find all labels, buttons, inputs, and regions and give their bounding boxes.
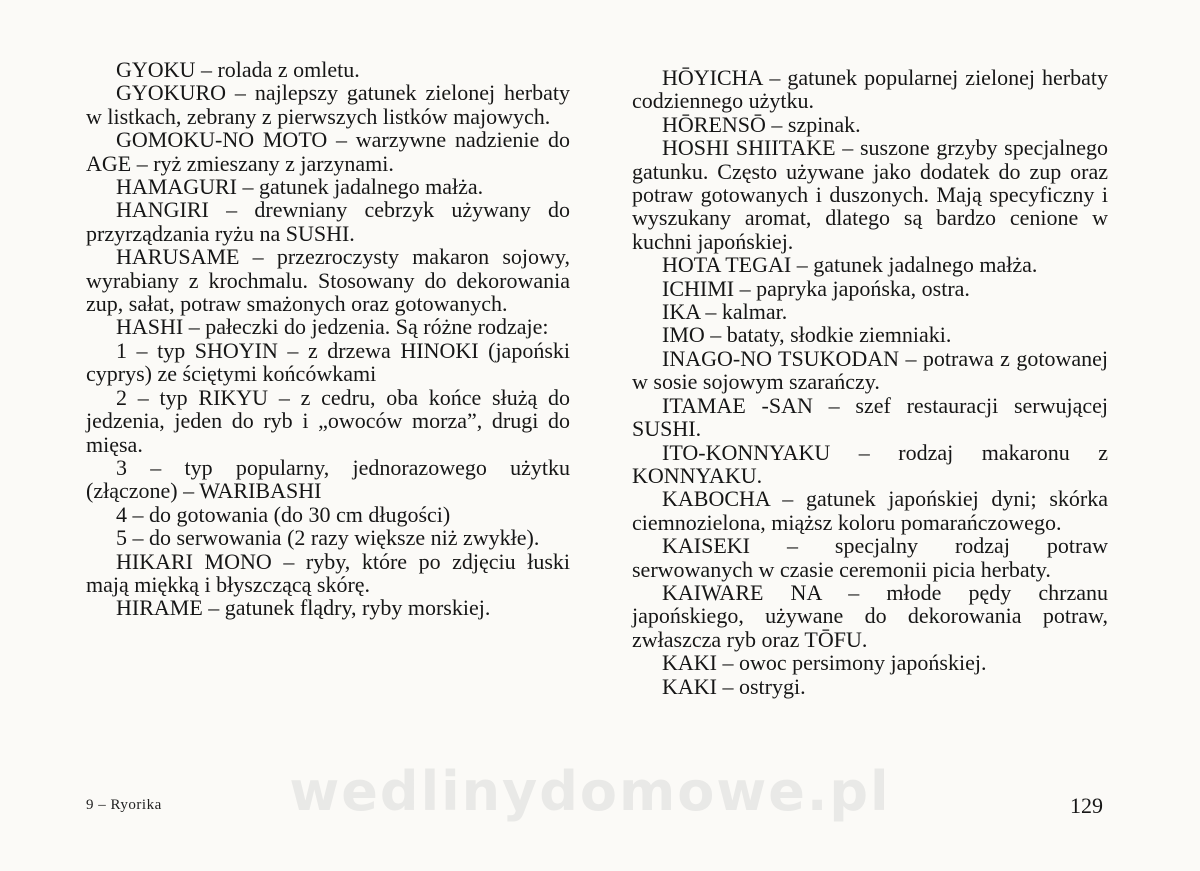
glossary-entry: KAKI – owoc persimony japońskiej. bbox=[662, 650, 987, 676]
glossary-entry: ITO-KONNYAKU – rodzaj makaronu z KONNYAKU. bbox=[632, 439, 1108, 488]
glossary-entry: HOTA TEGAI – gatunek jadalnego małża. bbox=[662, 252, 1038, 278]
glossary-entry: GOMOKU-NO MOTO – warzywne nadzienie do AGE – ryż zmieszany z jarzynami. bbox=[86, 127, 570, 176]
glossary-subentry: 3 – typ popularny, jednorazowego użytku (złączone) – WARIBASHI bbox=[86, 454, 570, 504]
printer-signature: 9 – Ryorika bbox=[86, 797, 162, 813]
glossary-entry: HOSHI SHIITAKE – suszone grzyby specjalnego gatunku. Często używane jako dodatek do zup oraz potraw gotowanych i duszonych. Mają specyficzny i wyszukany aromat, dlatego są bardzo cenione w kuchni japońskiej. bbox=[632, 135, 1108, 254]
glossary-entry: HASHI – pałeczki do jedzenia. Są różne rodzaje: bbox=[116, 314, 549, 340]
glossary-entry: HŌRENSŌ – szpinak. bbox=[662, 111, 861, 137]
right-column bbox=[632, 66, 1108, 698]
glossary-entry: HARUSAME – przezroczysty makaron sojowy, wyrabiany z krochmalu. Stosowany do dekorowania zup, sałat, potraw smażonych oraz gotowanych. bbox=[86, 244, 570, 317]
glossary-entry: GYOKURO – najlepszy gatunek zielonej herbaty w listkach, zebrany z pierwszych listków majowych. bbox=[86, 80, 570, 129]
glossary-entry: GYOKU – rolada z omletu. bbox=[116, 57, 360, 82]
glossary-entry: KAKI – ostrygi. bbox=[662, 673, 806, 699]
glossary-subentry: 2 – typ RIKYU – z cedru, oba końce służą do jedzenia, jeden do ryb i „owoców morza”, drugi do mięsa. bbox=[86, 384, 570, 457]
glossary-entry: KABOCHA – gatunek japońskiej dyni; skórka ciemnozielona, miąższ koloru pomarańczowego. bbox=[632, 486, 1108, 535]
glossary-entry: HANGIRI – drewniany cebrzyk używany do przyrządzania ryżu na SUSHI. bbox=[86, 197, 570, 246]
glossary-entry: HŌYICHA – gatunek popularnej zielonej herbaty codziennego użytku. bbox=[632, 65, 1108, 114]
glossary-entry: ICHIMI – papryka japońska, ostra. bbox=[662, 275, 970, 301]
glossary-entry: IMO – bataty, słodkie ziemniaki. bbox=[662, 322, 952, 348]
glossary-entry: HAMAGURI – gatunek jadalnego małża. bbox=[116, 174, 484, 200]
glossary-entry: IKA – kalmar. bbox=[662, 299, 788, 325]
page-number: 129 bbox=[1070, 793, 1103, 818]
glossary-subentry: 1 – typ SHOYIN – z drzewa HINOKI (japoński cyprys) ze ściętymi końcówkami bbox=[86, 337, 570, 387]
glossary-subentry: 5 – do serwowania (2 razy większe niż zwykłe). bbox=[116, 525, 540, 551]
watermark: wedlinydomowe.pl bbox=[289, 760, 891, 823]
glossary-subentry: 4 – do gotowania (do 30 cm długości) bbox=[116, 501, 451, 527]
glossary-entry: INAGO-NO TSUKODAN – potrawa z gotowanej w sosie sojowym szarańczy. bbox=[632, 345, 1108, 395]
glossary-entry: KAISEKI – specjalny rodzaj potraw serwowanych w czasie ceremonii picia herbaty. bbox=[632, 533, 1108, 582]
glossary-entry: HIKARI MONO – ryby, które po zdjęciu łuski mają miękką i błyszczącą skórę. bbox=[86, 548, 570, 597]
glossary-entry: KAIWARE NA – młode pędy chrzanu japońskiego, używane do dekorowania potraw, zwłaszcza ryb oraz TŌFU. bbox=[632, 579, 1108, 652]
glossary-entry: HIRAME – gatunek flądry, ryby morskiej. bbox=[116, 595, 491, 621]
left-column bbox=[86, 58, 570, 620]
glossary-entry: ITAMAE -SAN – szef restauracji serwującej SUSHI. bbox=[632, 392, 1108, 442]
